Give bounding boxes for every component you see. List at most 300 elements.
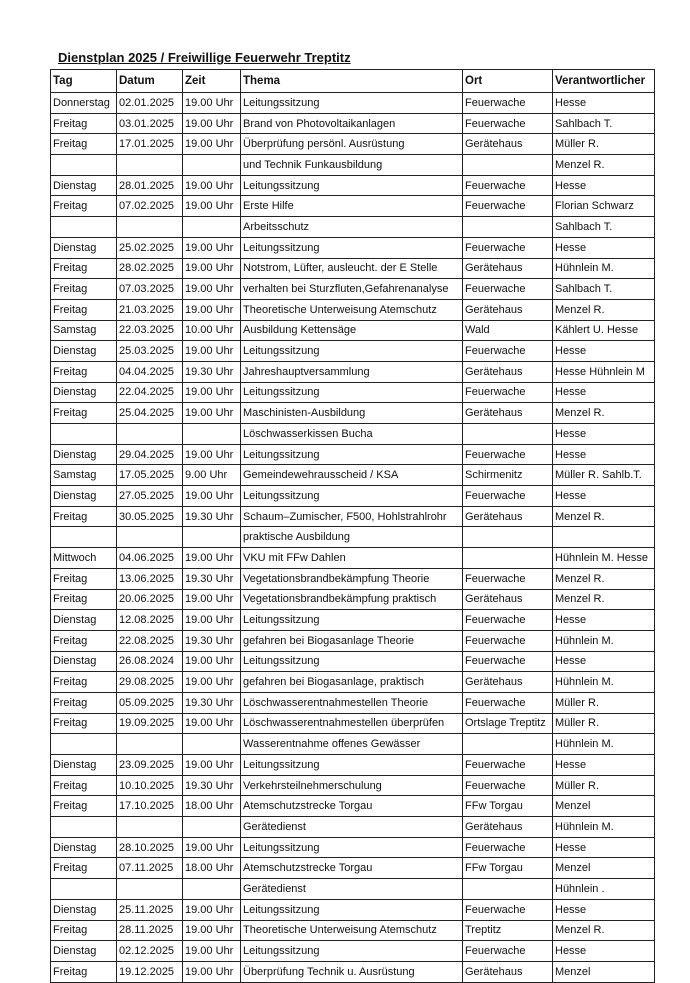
cell-thema: Theoretische Unterweisung Atemschutz [241, 299, 463, 320]
cell-datum: 02.01.2025 [117, 93, 183, 114]
cell-ort: Feuerwache [463, 837, 553, 858]
cell-tag: Freitag [51, 589, 117, 610]
cell-thema: Verkehrsteilnehmerschulung [241, 775, 463, 796]
cell-tag: Freitag [51, 568, 117, 589]
cell-ort: Schirmenitz [463, 465, 553, 486]
cell-thema: Atemschutzstrecke Torgau [241, 796, 463, 817]
cell-thema: Leitungssitzung [241, 941, 463, 962]
cell-zeit: 19.00 Uhr [183, 899, 241, 920]
cell-datum: 30.05.2025 [117, 506, 183, 527]
cell-zeit: 19.00 Uhr [183, 713, 241, 734]
cell-verantwortlicher: Hühnlein M. [553, 734, 655, 755]
cell-zeit: 19.00 Uhr [183, 444, 241, 465]
cell-thema: Schaum–Zumischer, F500, Hohlstrahlrohr [241, 506, 463, 527]
cell-tag: Freitag [51, 775, 117, 796]
table-row [51, 217, 655, 238]
cell-tag: Dienstag [51, 610, 117, 631]
cell-ort: Feuerwache [463, 175, 553, 196]
cell-ort [463, 548, 553, 569]
cell-datum: 28.01.2025 [117, 175, 183, 196]
cell-zeit: 19.00 Uhr [183, 403, 241, 424]
cell-datum: 17.05.2025 [117, 465, 183, 486]
cell-tag: Mittwoch [51, 548, 117, 569]
cell-verantwortlicher: Hesse [553, 941, 655, 962]
cell-zeit [183, 817, 241, 838]
cell-ort: Feuerwache [463, 93, 553, 114]
cell-verantwortlicher: Müller R. [553, 134, 655, 155]
cell-verantwortlicher: Müller R. [553, 713, 655, 734]
cell-thema: Gerätedienst [241, 879, 463, 900]
cell-verantwortlicher: Menzel [553, 858, 655, 879]
cell-thema: Arbeitsschutz [241, 217, 463, 238]
cell-thema: Löschwasserentnahmestellen Theorie [241, 692, 463, 713]
cell-datum [117, 217, 183, 238]
cell-thema: Vegetationsbrandbekämpfung Theorie [241, 568, 463, 589]
cell-verantwortlicher: Menzel R. [553, 155, 655, 176]
cell-zeit: 19.00 Uhr [183, 93, 241, 114]
cell-ort: Feuerwache [463, 630, 553, 651]
cell-verantwortlicher: Menzel R. [553, 506, 655, 527]
cell-ort: FFw Torgau [463, 858, 553, 879]
cell-ort: Gerätehaus [463, 258, 553, 279]
cell-datum: 07.02.2025 [117, 196, 183, 217]
table-row [51, 113, 655, 134]
cell-zeit [183, 879, 241, 900]
cell-tag: Freitag [51, 858, 117, 879]
cell-verantwortlicher: Müller R. [553, 692, 655, 713]
table-row [51, 299, 655, 320]
cell-ort: Gerätehaus [463, 672, 553, 693]
cell-verantwortlicher: Sahlbach T. [553, 113, 655, 134]
table-row [51, 713, 655, 734]
cell-ort: Gerätehaus [463, 506, 553, 527]
cell-thema: gefahren bei Biogasanlage Theorie [241, 630, 463, 651]
table-row [51, 465, 655, 486]
cell-thema: Notstrom, Lüfter, ausleucht. der E Stelle [241, 258, 463, 279]
cell-verantwortlicher [553, 527, 655, 548]
table-row [51, 486, 655, 507]
header-tag: Tag [51, 70, 117, 93]
cell-verantwortlicher: Menzel R. [553, 568, 655, 589]
cell-thema: Jahreshauptversammlung [241, 361, 463, 382]
cell-tag: Freitag [51, 113, 117, 134]
cell-thema: und Technik Funkausbildung [241, 155, 463, 176]
cell-tag [51, 155, 117, 176]
cell-datum: 23.09.2025 [117, 755, 183, 776]
cell-zeit: 19.30 Uhr [183, 775, 241, 796]
cell-ort: Feuerwache [463, 775, 553, 796]
cell-ort [463, 217, 553, 238]
table-row [51, 961, 655, 982]
cell-zeit: 18.00 Uhr [183, 858, 241, 879]
cell-zeit: 19.00 Uhr [183, 382, 241, 403]
cell-tag: Donnerstag [51, 93, 117, 114]
cell-verantwortlicher: Menzel R. [553, 403, 655, 424]
cell-tag: Freitag [51, 961, 117, 982]
cell-zeit: 19.00 Uhr [183, 299, 241, 320]
cell-ort: Feuerwache [463, 941, 553, 962]
table-row [51, 258, 655, 279]
cell-datum [117, 817, 183, 838]
cell-zeit: 19.30 Uhr [183, 692, 241, 713]
cell-tag: Freitag [51, 672, 117, 693]
table-row [51, 858, 655, 879]
cell-datum: 04.04.2025 [117, 361, 183, 382]
table-row [51, 879, 655, 900]
cell-datum: 26.08.2024 [117, 651, 183, 672]
cell-thema: Überprüfung Technik u. Ausrüstung [241, 961, 463, 982]
cell-thema: praktische Ausbildung [241, 527, 463, 548]
cell-thema: Atemschutzstrecke Torgau [241, 858, 463, 879]
cell-datum: 12.08.2025 [117, 610, 183, 631]
cell-tag: Freitag [51, 299, 117, 320]
cell-verantwortlicher: Hühnlein M. [553, 817, 655, 838]
cell-tag: Freitag [51, 506, 117, 527]
table-row [51, 589, 655, 610]
cell-tag: Dienstag [51, 651, 117, 672]
cell-ort: Treptitz [463, 920, 553, 941]
cell-ort: Feuerwache [463, 196, 553, 217]
cell-datum: 29.04.2025 [117, 444, 183, 465]
cell-datum: 25.11.2025 [117, 899, 183, 920]
cell-zeit: 19.30 Uhr [183, 568, 241, 589]
cell-datum: 22.03.2025 [117, 320, 183, 341]
cell-ort [463, 734, 553, 755]
header-thema: Thema [241, 70, 463, 93]
cell-thema: Leitungssitzung [241, 444, 463, 465]
cell-datum: 25.02.2025 [117, 237, 183, 258]
cell-tag: Samstag [51, 465, 117, 486]
cell-verantwortlicher: Müller R. Sahlb.T. [553, 465, 655, 486]
cell-datum: 22.08.2025 [117, 630, 183, 651]
cell-datum [117, 879, 183, 900]
cell-ort: Feuerwache [463, 899, 553, 920]
cell-zeit: 19.30 Uhr [183, 506, 241, 527]
table-row [51, 941, 655, 962]
cell-thema: Leitungssitzung [241, 610, 463, 631]
cell-tag: Dienstag [51, 175, 117, 196]
cell-ort: Gerätehaus [463, 361, 553, 382]
cell-datum: 20.06.2025 [117, 589, 183, 610]
table-row [51, 755, 655, 776]
cell-verantwortlicher: Hühnlein M. [553, 630, 655, 651]
cell-zeit [183, 217, 241, 238]
cell-verantwortlicher: Müller R. [553, 775, 655, 796]
cell-thema: Gerätedienst [241, 817, 463, 838]
cell-tag [51, 217, 117, 238]
cell-thema: Leitungssitzung [241, 93, 463, 114]
cell-thema: Gemeindewehrausscheid / KSA [241, 465, 463, 486]
cell-zeit: 19.00 Uhr [183, 548, 241, 569]
table-row [51, 630, 655, 651]
cell-verantwortlicher: Hesse [553, 651, 655, 672]
cell-tag: Freitag [51, 630, 117, 651]
cell-tag: Dienstag [51, 237, 117, 258]
cell-datum: 07.11.2025 [117, 858, 183, 879]
cell-datum: 19.12.2025 [117, 961, 183, 982]
cell-datum [117, 155, 183, 176]
cell-zeit: 19.00 Uhr [183, 651, 241, 672]
cell-ort: Feuerwache [463, 651, 553, 672]
cell-zeit: 18.00 Uhr [183, 796, 241, 817]
cell-ort [463, 424, 553, 445]
cell-zeit: 19.00 Uhr [183, 237, 241, 258]
cell-datum: 22.04.2025 [117, 382, 183, 403]
cell-zeit: 19.30 Uhr [183, 361, 241, 382]
cell-tag: Dienstag [51, 755, 117, 776]
cell-zeit: 19.00 Uhr [183, 610, 241, 631]
cell-zeit: 19.30 Uhr [183, 630, 241, 651]
cell-zeit: 19.00 Uhr [183, 920, 241, 941]
table-row [51, 403, 655, 424]
table-row [51, 196, 655, 217]
cell-zeit: 19.00 Uhr [183, 258, 241, 279]
table-row [51, 837, 655, 858]
cell-thema: Ausbildung Kettensäge [241, 320, 463, 341]
cell-verantwortlicher: Hesse [553, 444, 655, 465]
table-row [51, 920, 655, 941]
cell-tag: Dienstag [51, 941, 117, 962]
table-row [51, 734, 655, 755]
cell-datum: 02.12.2025 [117, 941, 183, 962]
table-row [51, 775, 655, 796]
cell-verantwortlicher: Hesse [553, 755, 655, 776]
cell-zeit: 19.00 Uhr [183, 589, 241, 610]
table-row [51, 175, 655, 196]
cell-verantwortlicher: Menzel R. [553, 920, 655, 941]
table-row [51, 548, 655, 569]
table-row [51, 93, 655, 114]
cell-ort: Wald [463, 320, 553, 341]
table-row [51, 672, 655, 693]
cell-ort: Gerätehaus [463, 403, 553, 424]
cell-datum: 25.04.2025 [117, 403, 183, 424]
table-row [51, 899, 655, 920]
cell-tag [51, 879, 117, 900]
cell-tag: Samstag [51, 320, 117, 341]
cell-datum: 05.09.2025 [117, 692, 183, 713]
cell-datum: 17.01.2025 [117, 134, 183, 155]
header-row [51, 70, 655, 93]
cell-ort: Feuerwache [463, 486, 553, 507]
table-row [51, 341, 655, 362]
cell-thema: Löschwasserentnahmestellen überprüfen [241, 713, 463, 734]
cell-datum [117, 424, 183, 445]
cell-datum [117, 734, 183, 755]
cell-ort: Feuerwache [463, 568, 553, 589]
table-row [51, 279, 655, 300]
cell-tag: Dienstag [51, 899, 117, 920]
cell-ort: Feuerwache [463, 382, 553, 403]
table-row [51, 651, 655, 672]
cell-verantwortlicher: Hesse [553, 899, 655, 920]
cell-tag: Freitag [51, 796, 117, 817]
table-row [51, 382, 655, 403]
cell-ort: Feuerwache [463, 113, 553, 134]
cell-tag [51, 527, 117, 548]
cell-verantwortlicher: Hühnlein M. Hesse [553, 548, 655, 569]
page-title: Dienstplan 2025 / Freiwillige Feuerwehr Treptitz [58, 50, 351, 65]
table-row [51, 506, 655, 527]
cell-zeit [183, 424, 241, 445]
cell-verantwortlicher: Sahlbach T. [553, 217, 655, 238]
table-row [51, 796, 655, 817]
cell-tag: Dienstag [51, 382, 117, 403]
cell-ort: Feuerwache [463, 444, 553, 465]
cell-verantwortlicher: Hühnlein . [553, 879, 655, 900]
cell-ort: FFw Torgau [463, 796, 553, 817]
cell-zeit: 19.00 Uhr [183, 672, 241, 693]
cell-datum: 21.03.2025 [117, 299, 183, 320]
cell-thema: Leitungssitzung [241, 899, 463, 920]
cell-verantwortlicher: Florian Schwarz [553, 196, 655, 217]
table-row [51, 817, 655, 838]
cell-thema: Löschwasserkissen Bucha [241, 424, 463, 445]
cell-datum: 28.11.2025 [117, 920, 183, 941]
cell-datum: 25.03.2025 [117, 341, 183, 362]
table-row [51, 237, 655, 258]
cell-verantwortlicher: Hesse [553, 424, 655, 445]
cell-zeit [183, 734, 241, 755]
cell-datum [117, 527, 183, 548]
cell-thema: Leitungssitzung [241, 237, 463, 258]
cell-zeit: 19.00 Uhr [183, 837, 241, 858]
cell-datum: 13.06.2025 [117, 568, 183, 589]
cell-tag: Freitag [51, 692, 117, 713]
cell-tag: Freitag [51, 920, 117, 941]
cell-datum: 28.02.2025 [117, 258, 183, 279]
cell-thema: Leitungssitzung [241, 486, 463, 507]
cell-zeit: 19.00 Uhr [183, 341, 241, 362]
cell-zeit: 19.00 Uhr [183, 134, 241, 155]
cell-ort: Feuerwache [463, 237, 553, 258]
table-row [51, 134, 655, 155]
cell-datum: 28.10.2025 [117, 837, 183, 858]
cell-thema: Wasserentnahme offenes Gewässer [241, 734, 463, 755]
cell-tag: Dienstag [51, 444, 117, 465]
cell-ort [463, 155, 553, 176]
cell-verantwortlicher: Hesse [553, 610, 655, 631]
cell-datum: 17.10.2025 [117, 796, 183, 817]
cell-thema: Brand von Photovoltaikanlagen [241, 113, 463, 134]
cell-thema: Überprüfung persönl. Ausrüstung [241, 134, 463, 155]
cell-thema: Leitungssitzung [241, 837, 463, 858]
cell-verantwortlicher: Hesse [553, 341, 655, 362]
cell-tag [51, 734, 117, 755]
cell-tag: Freitag [51, 361, 117, 382]
cell-verantwortlicher: Kählert U. Hesse [553, 320, 655, 341]
header-zeit: Zeit [183, 70, 241, 93]
cell-tag: Freitag [51, 196, 117, 217]
cell-thema: Leitungssitzung [241, 755, 463, 776]
cell-ort: Feuerwache [463, 610, 553, 631]
header-ort: Ort [463, 70, 553, 93]
table-row [51, 361, 655, 382]
cell-thema: Leitungssitzung [241, 382, 463, 403]
cell-ort: Gerätehaus [463, 589, 553, 610]
cell-verantwortlicher: Menzel R. [553, 299, 655, 320]
table-row [51, 444, 655, 465]
cell-zeit: 19.00 Uhr [183, 279, 241, 300]
table-row [51, 610, 655, 631]
cell-zeit: 10.00 Uhr [183, 320, 241, 341]
cell-ort: Feuerwache [463, 692, 553, 713]
cell-verantwortlicher: Menzel R. [553, 589, 655, 610]
cell-tag: Dienstag [51, 486, 117, 507]
cell-verantwortlicher: Hesse [553, 175, 655, 196]
cell-thema: gefahren bei Biogasanlage, praktisch [241, 672, 463, 693]
cell-zeit [183, 527, 241, 548]
cell-datum: 19.09.2025 [117, 713, 183, 734]
table-row [51, 568, 655, 589]
table-row [51, 692, 655, 713]
cell-tag: Freitag [51, 713, 117, 734]
cell-thema: Theoretische Unterweisung Atemschutz [241, 920, 463, 941]
cell-tag [51, 424, 117, 445]
cell-ort [463, 879, 553, 900]
cell-tag: Freitag [51, 403, 117, 424]
cell-verantwortlicher: Hesse [553, 93, 655, 114]
cell-verantwortlicher: Hesse [553, 382, 655, 403]
cell-verantwortlicher: Hesse [553, 837, 655, 858]
table-row [51, 155, 655, 176]
cell-tag: Dienstag [51, 837, 117, 858]
cell-verantwortlicher: Sahlbach T. [553, 279, 655, 300]
cell-ort: Gerätehaus [463, 817, 553, 838]
cell-ort [463, 527, 553, 548]
cell-zeit: 19.00 Uhr [183, 175, 241, 196]
cell-zeit [183, 155, 241, 176]
cell-tag: Freitag [51, 134, 117, 155]
cell-datum: 27.05.2025 [117, 486, 183, 507]
cell-thema: Leitungssitzung [241, 175, 463, 196]
schedule-table [50, 69, 655, 983]
cell-ort: Gerätehaus [463, 134, 553, 155]
cell-datum: 04.06.2025 [117, 548, 183, 569]
cell-ort: Feuerwache [463, 755, 553, 776]
cell-zeit: 19.00 Uhr [183, 961, 241, 982]
table-row [51, 320, 655, 341]
cell-thema: VKU mit FFw Dahlen [241, 548, 463, 569]
cell-verantwortlicher: Hühnlein M. [553, 672, 655, 693]
cell-ort: Ortslage Treptitz [463, 713, 553, 734]
cell-datum: 07.03.2025 [117, 279, 183, 300]
cell-thema: Leitungssitzung [241, 341, 463, 362]
cell-tag: Dienstag [51, 341, 117, 362]
table-row [51, 424, 655, 445]
cell-verantwortlicher: Menzel [553, 796, 655, 817]
cell-thema: Leitungssitzung [241, 651, 463, 672]
cell-thema: verhalten bei Sturzfluten,Gefahrenanalyse [241, 279, 463, 300]
cell-ort: Gerätehaus [463, 299, 553, 320]
cell-verantwortlicher: Hühnlein M. [553, 258, 655, 279]
cell-thema: Erste Hilfe [241, 196, 463, 217]
header-verantwortlicher: Verantwortlicher [553, 70, 655, 93]
cell-zeit: 19.00 Uhr [183, 755, 241, 776]
cell-datum: 29.08.2025 [117, 672, 183, 693]
cell-tag [51, 817, 117, 838]
cell-tag: Freitag [51, 279, 117, 300]
cell-verantwortlicher: Hesse Hühnlein M [553, 361, 655, 382]
cell-datum: 10.10.2025 [117, 775, 183, 796]
cell-verantwortlicher: Menzel [553, 961, 655, 982]
cell-ort: Feuerwache [463, 341, 553, 362]
cell-ort: Gerätehaus [463, 961, 553, 982]
cell-tag: Freitag [51, 258, 117, 279]
cell-datum: 03.01.2025 [117, 113, 183, 134]
cell-ort: Feuerwache [463, 279, 553, 300]
cell-zeit: 19.00 Uhr [183, 113, 241, 134]
